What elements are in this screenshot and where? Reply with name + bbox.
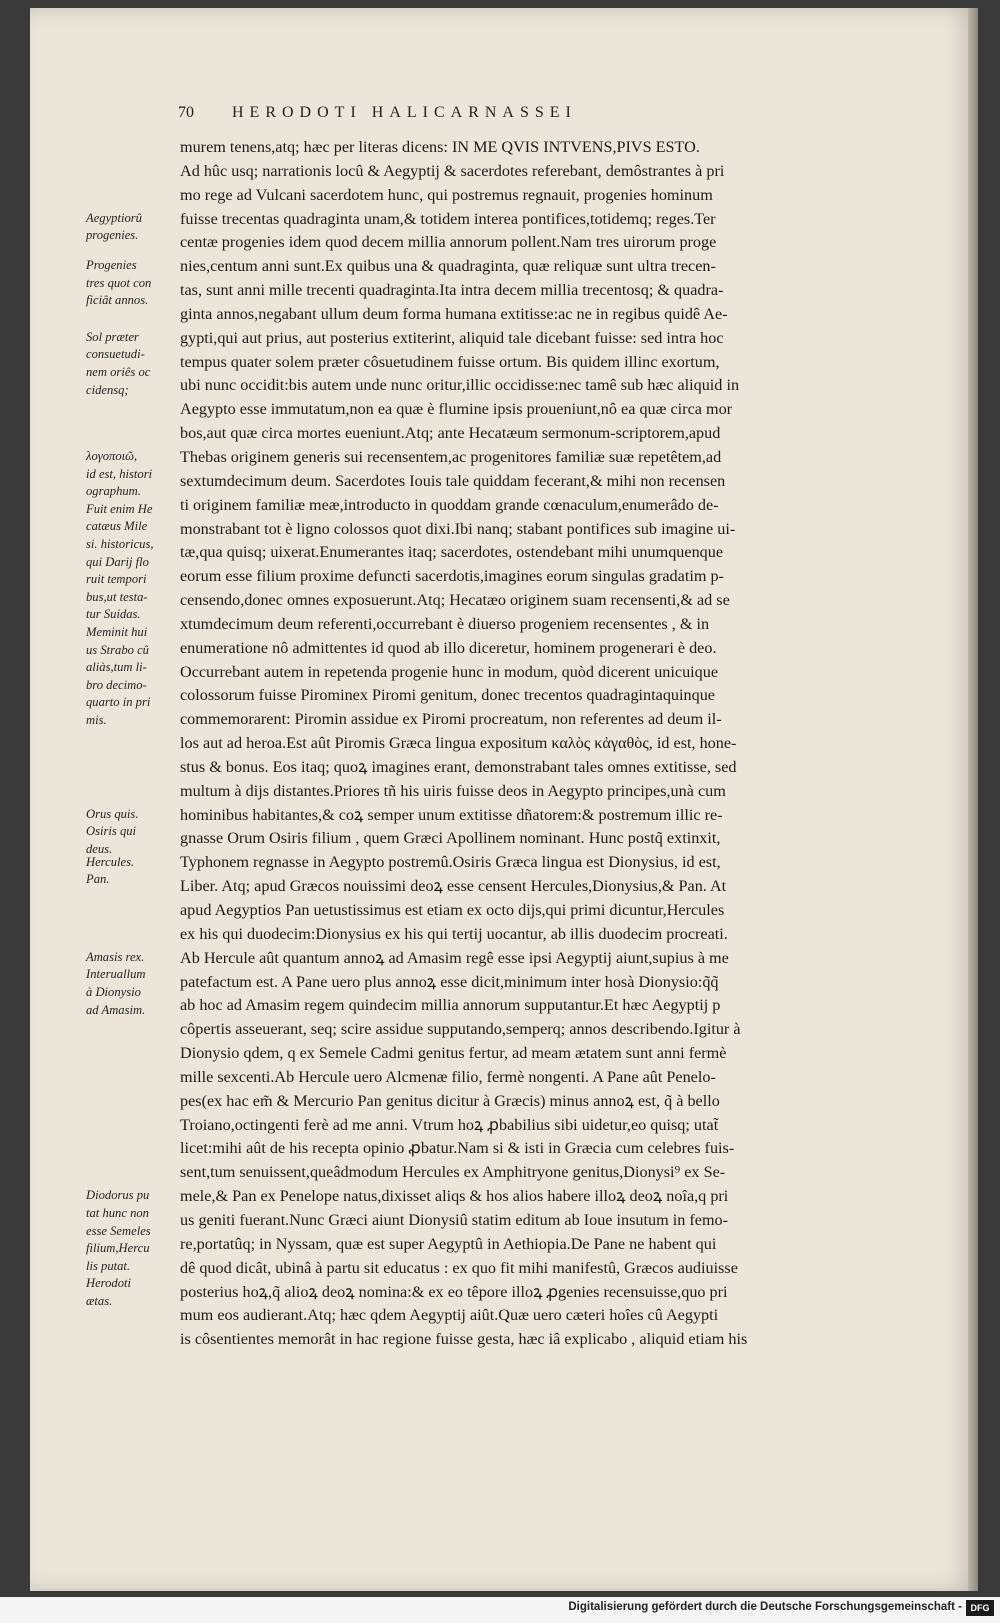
margin-note-line: Diodorus pu	[86, 1188, 150, 1203]
text-line: fuisse trecentas quadraginta unam,& totidem interea pontifices,totidemq; reges.Ter	[180, 209, 716, 228]
margin-note-line: tres quot con	[86, 275, 152, 290]
margin-note-line: catæus Mile	[86, 519, 148, 534]
margin-note-line: ruit tempori	[86, 572, 147, 587]
text-line: bos,aut quæ circa mortes eueniunt.Atq; ante Hecatæum sermonum-scriptorem,apud	[180, 424, 721, 443]
text-line: mille sexcenti.Ab Hercule uero Alcmenæ filio, fermè nongenti. A Pane aût Penelo-	[180, 1067, 716, 1086]
margin-note-line: progenies.	[86, 228, 139, 243]
text-line: multum à dijs distantes.Priores tñ his uiris fuisse deos in Aegypto principes,unà cum	[180, 781, 726, 800]
margin-note-line: ographum.	[86, 484, 141, 499]
text-line: Aegypto esse immutatum,non ea quæ è flumine ipsis proueniunt,nô ea quæ circa mor	[180, 400, 733, 419]
margin-note	[86, 1187, 182, 1310]
margin-note-line: Progenies	[86, 258, 137, 273]
margin-note-line: tat hunc non	[86, 1205, 149, 1220]
text-line: murem tenens,atq; hæc per literas dicens: IN ME QVIS INTVENS,PIVS ESTO.	[180, 138, 700, 156]
margin-note-line: quarto in pri	[86, 695, 151, 710]
margin-note-line: nem oriês oc	[86, 364, 151, 379]
margin-note-line: Herodoti	[86, 1276, 132, 1291]
margin-note-line: à Dionysio	[86, 985, 141, 1000]
text-line: hominibus habitantes,& coꝝ semper unum extitisse dñatorem:& postremum illic re-	[180, 805, 723, 824]
margin-note	[86, 806, 182, 859]
text-line: ti originem familiæ meæ,introducto in quoddam grande cœnaculum,enumerâdo de-	[180, 495, 719, 514]
margin-note-line: id est, histori	[86, 466, 153, 481]
margin-note-line: si. historicus,	[86, 537, 154, 552]
text-line: posterius hoꝝ,q̃ alioꝝ deoꝝ nomina:& ex eo têpore illoꝝ ꝓgenies recensuisse,quo pri	[180, 1282, 728, 1301]
text-line: gypti,qui aut prius, aut posterius extiterint, aliquid tale dicebant fuisse: sed intra hoc	[180, 328, 724, 347]
text-line: Ad hûc usq; narrationis locû & Aegyptij & sacerdotes referebant, demôstrantes à pri	[180, 161, 725, 180]
text-line: Typhonem regnasse in Aegypto postremû.Osiris Græca lingua est Dionysius, id est,	[180, 853, 721, 872]
margin-note-line: Meminit hui	[86, 624, 148, 639]
running-header	[178, 104, 968, 122]
text-line: côpertis asseuerant, seq; scire assidue supputando,semperq; annos describendo.Igitur à	[180, 1020, 741, 1039]
text-line: monstrabant tot è ligno colossos quot dixi.Ibi nanq; stabant pontifices sub imagine ui-	[180, 519, 736, 538]
body-text	[180, 136, 968, 1352]
text-line: commemorarent: Piromin assidue ex Piromi procreatum, non referentes ad deum il-	[180, 710, 722, 729]
margin-note-line: tur Suidas.	[86, 607, 141, 622]
margin-note-line: Interuallum	[86, 967, 146, 982]
margin-note-line: Pan.	[86, 872, 110, 887]
text-line: us geniti fuerant.Nunc Græci aiunt Dionysiû statim editum ab Ioue insutum in femo-	[180, 1210, 729, 1229]
margin-note	[86, 854, 182, 889]
text-line: tas, sunt anni mille trecenti quadraginta.Ita intra decem millia trecentosq; & quadra-	[180, 281, 724, 300]
margin-note-line: mis.	[86, 712, 107, 727]
text-line: centæ progenies idem quod decem millia annorum pollent.Nam tres uirorum proge	[180, 233, 717, 252]
margin-note-line: Hercules.	[86, 854, 135, 869]
margin-note-line: consuetudi-	[86, 347, 145, 362]
text-line: Liber. Atq; apud Græcos nouissimi deoꝝ esse censent Hercules,Dionysius,& Pan. At	[180, 877, 727, 896]
margin-note-line: lis putat.	[86, 1258, 131, 1273]
footer-bar	[0, 1597, 1000, 1623]
text-line: censendo,donec omnes exposuerunt.Atq; Hecatæo originem suam recensenti,& ad se	[180, 591, 730, 610]
text-line: is côsentientes memorât in hac regione fuisse gesta, hæc iâ explicabo , aliquid etiam his	[180, 1330, 748, 1349]
margin-note-line: qui Darij flo	[86, 554, 149, 569]
text-line: ab hoc ad Amasim regem quindecim millia annorum supputantur.Et hæc Aegyptij p	[180, 996, 721, 1015]
margin-note-line: λογοποιῶ,	[86, 449, 138, 464]
text-line: stus & bonus. Eos itaq; quoꝝ imagines erant, demonstrabant tales omnes extitisse, sed	[180, 757, 737, 776]
text-line: tempus quater solem præter côsuetudinem fuisse ortum. Bis quidem illinc exortum,	[180, 352, 720, 371]
text-line: pes(ex hac em̃ & Mercurio Pan genitus dicitur à Græcis) minus annoꝝ est, q̃ à bello	[180, 1091, 720, 1110]
margin-note-line: us Strabo cû	[86, 642, 149, 657]
margin-note	[86, 949, 182, 1019]
margin-note-line: ad Amasim.	[86, 1002, 146, 1017]
margin-note	[86, 257, 182, 310]
text-line: ginta annos,negabant ullum deum forma humana extitisse:ac ne in regibus quidê Ae-	[180, 304, 728, 323]
text-line: mele,& Pan ex Penelope natus,dixisset aliqs & hos alios habere illoꝝ deoꝝ noîa,q pri	[180, 1187, 729, 1206]
funding-credit: Digitalisierung gefördert durch die Deutsche Forschungsgemeinschaft -	[568, 1601, 962, 1613]
margin-note-line: Aegyptiorû	[86, 210, 142, 225]
margin-note-line: Amasis rex.	[86, 949, 145, 964]
margin-note-line: ætas.	[86, 1293, 113, 1308]
text-line: mum eos audierant.Atq; hæc qdem Aegyptij aiût.Quæ uero cæteri hoîes cû Aegypti	[180, 1306, 719, 1325]
text-line: patefactum est. A Pane uero plus annoꝝ esse dicit,minimum inter hosà Dionysio:q̃q̃	[180, 972, 719, 991]
text-line: sextumdecimum deum. Sacerdotes Iouis tale quiddam fecerant,& mihi non recensen	[180, 471, 726, 490]
margin-note	[86, 210, 182, 245]
text-line: re,portatûq; in Nyssam, quæ est super Aegyptû in Aethiopia.De Pane ne habent qui	[180, 1234, 717, 1253]
margin-note-line: bro decimo-	[86, 677, 147, 692]
text-line: apud Aegyptios Pan uetustissimus est etiam ex octo dijs,qui primi dicuntur,Hercules	[180, 901, 725, 919]
text-line: enumeratione nô admittentes id quod ab illo diceretur, hominem progenerari è deo.	[180, 638, 717, 657]
text-line: ex his qui duodecim:Dionysius ex his qui tertij uocantur, ab illis duodecim procreati.	[180, 924, 728, 943]
margin-note-line: aliàs,tum li-	[86, 660, 147, 675]
dfg-logo: DFG	[966, 1600, 994, 1616]
margin-note-line: bus,ut testa-	[86, 589, 148, 604]
page-number: 70	[178, 104, 194, 121]
text-line: ubi nunc occidit:bis autem unde nunc oritur,illic occidisse:nec tamê sub hæc aliquid in	[180, 376, 740, 395]
text-line: tæ,qua quisq; uixerat.Enumerantes itaq; sacerdotes, ostendebant mihi unumquenque	[180, 543, 724, 562]
text-line: xtumdecimum deum referenti,occurrebant è diuerso progeniem recensentes , & in	[180, 614, 710, 633]
text-line: gnasse Orum Osiris filium , quem Græci Apollinem nominant. Hunc postq̃ extinxit,	[180, 829, 721, 848]
text-line: Dionysio qdem, q ex Semele Cadmi genitus fertur, ad meam ætatem sunt anni fermè	[180, 1044, 727, 1063]
text-line: licet:mihi aût de his recepta opinio ꝓbatur.Nam si & isti in Græcia cum celebres fuis-	[180, 1139, 735, 1158]
text-line: dê quod dicât, ubinâ à partu sit educatus : ex quo fit mihi manifestû, Græcos audiuisse	[180, 1258, 738, 1277]
text-line: Troiano,octingenti ferè ad me anni. Vtrum hoꝝ ꝓbabilius sibi uidetur,eo quisq; utat̃	[180, 1115, 719, 1134]
margin-note-line: filium,Hercu	[86, 1241, 150, 1256]
text-line: eorum esse filium proxime defuncti sacerdotis,imagines eorum singulas gradatim p-	[180, 567, 724, 586]
text-line: los aut ad heroa.Est aût Piromis Græca lingua expositum καλὸς κἀγαθὸς, id est, hone-	[180, 734, 737, 753]
margin-note	[86, 329, 182, 399]
margin-note-line: ficiât annos.	[86, 293, 149, 308]
text-line: sent,tum senuissent,queâdmodum Hercules ex Amphitryone genitus,Dionysi⁹ ex Se-	[180, 1163, 726, 1182]
text-line: Thebas originem generis sui recensentem,ac progenitores familiæ suæ repetêtem,ad	[180, 447, 722, 466]
margin-note-line: deus.	[86, 841, 113, 856]
margin-note-line: Fuit enim He	[86, 501, 153, 516]
text-line: Ab Hercule aût quantum annoꝝ ad Amasim regê esse ipsi Aegyptij aiunt,supius à me	[180, 948, 729, 967]
margin-note	[86, 448, 182, 730]
text-line: Occurrebant autem in repetenda progenie hunc in modum, quòd dicerent unicuique	[180, 662, 719, 681]
book-page	[30, 8, 978, 1591]
margin-note-line: esse Semeles	[86, 1223, 151, 1238]
running-title: HERODOTI HALICARNASSEI	[232, 104, 577, 121]
margin-note-line: Osiris qui	[86, 824, 137, 839]
margin-note-line: cidensq;	[86, 382, 129, 397]
margin-note-line: Sol præter	[86, 329, 139, 344]
text-line: mo rege ad Vulcani sacerdotem hunc, qui postremus regnauit, progenies hominum	[180, 185, 713, 204]
text-line: colossorum fuisse Pirominex Piromi genitum, donec trecentos quadragintaquinque	[180, 686, 715, 705]
text-line: nies,centum anni sunt.Ex quibus una & quadraginta, quæ reliquæ sunt ultra trecen-	[180, 257, 716, 276]
margin-note-line: Orus quis.	[86, 806, 139, 821]
